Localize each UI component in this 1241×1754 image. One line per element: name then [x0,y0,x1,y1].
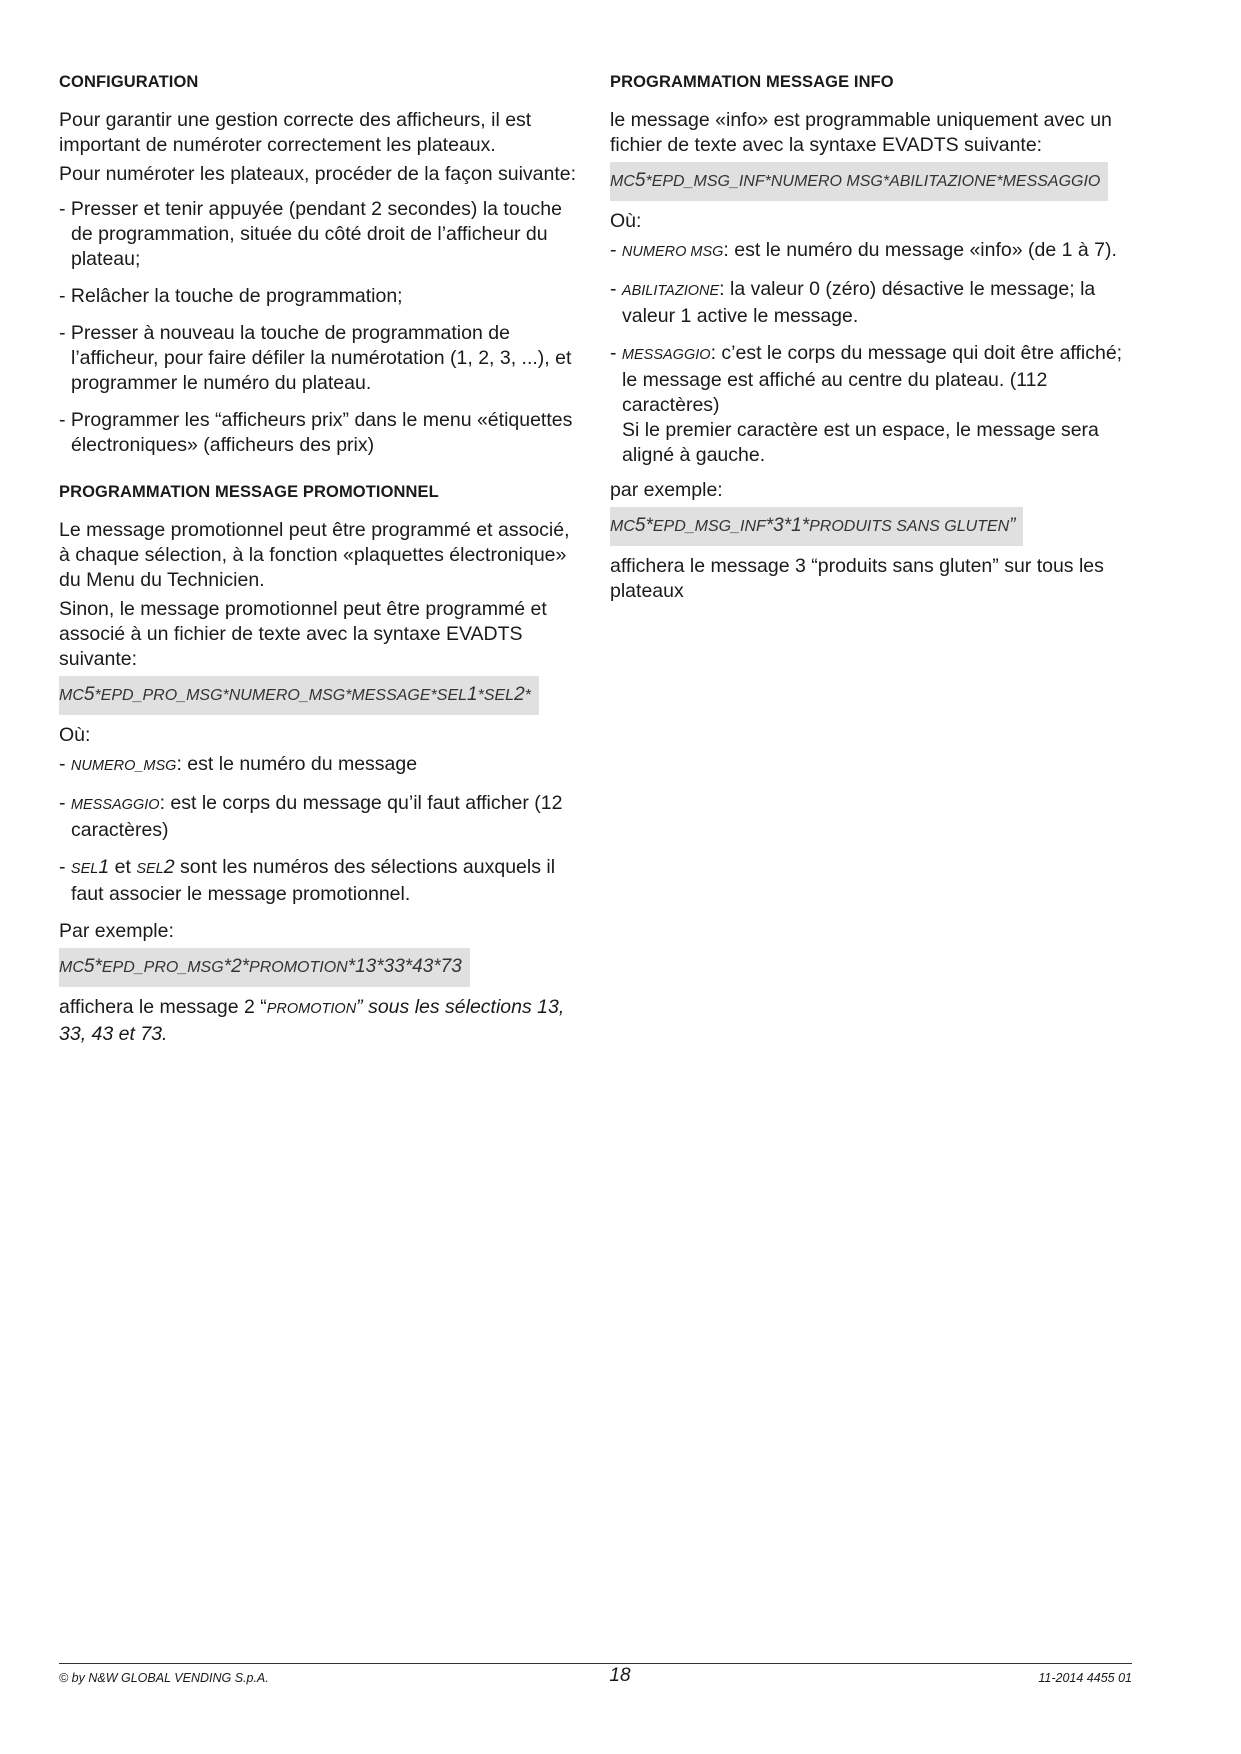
configuration-intro-2: Pour numéroter les plateaux, procéder de la façon suivante: [59,163,577,185]
list-item: - MESSAGGIO: est le corps du message qu’il faut afficher (12 caractères) [59,792,563,841]
page-number: 18 [609,1665,631,1686]
list-item: - Relâcher la touche de programmation; [59,285,403,307]
info-paragraph-1: le message «info» est programmable uniquement avec un fichier de texte avec la syntaxe EVADTS suivante: [610,109,1112,156]
list-item: - Programmer les “afficheurs prix” dans le menu «étiquettes électroniques» (afficheurs des prix) [59,409,573,456]
promo-definitions [59,752,584,907]
list-item: - NUMERO MSG: est le numéro du message «info» (de 1 à 7). [610,239,1117,261]
info-definitions [610,238,1140,468]
promo-paragraph-2: Sinon, le message promotionnel peut être programmé et associé à un fichier de texte avec la syntaxe EVADTS suivante: [59,598,547,670]
info-heading: PROGRAMMATION MESSAGE INFO [610,73,894,91]
footer-copyright: © by N&W GLOBAL VENDING S.p.A. [59,1671,269,1685]
footer-divider [59,1663,1132,1664]
promo-example-code: MC5*EPD_PRO_MSG*2*PROMOTION*13*33*43*73 [59,948,470,987]
info-result: affichera le message 3 “produits sans gluten” sur tous les plateaux [610,555,1104,602]
promo-example-label: Par exemple: [59,920,174,942]
list-item: - NUMERO_MSG: est le numéro du message [59,753,418,775]
left-column [59,72,584,1057]
right-column [610,72,1140,614]
list-item: - MESSAGGIO: c’est le corps du message qui doit être affiché; le message est affiché au centre du plateau. (112 caractères) Si le premier caractère est un espace, le message sera aligné à gauche. [610,342,1123,466]
configuration-heading: CONFIGURATION [59,73,199,91]
info-example-label: par exemple: [610,479,723,501]
info-def-3-extra: Si le premier caractère est un espace, le message sera aligné à gauche. [622,419,1099,466]
info-ou-label: Où: [610,210,642,232]
list-item: - Presser à nouveau la touche de programmation de l’afficheur, pour faire défiler la numérotation (1, 2, 3, ...), et programmer le numéro du plateau. [59,322,572,394]
promo-heading: PROGRAMMATION MESSAGE PROMOTIONNEL [59,483,439,501]
promo-ou-label: Où: [59,724,91,746]
list-item: - Presser et tenir appuyée (pendant 2 secondes) la touche de programmation, située du côté droit de l’afficheur du plateau; [59,198,562,270]
promo-syntax-code: MC5*EPD_PRO_MSG*NUMERO_MSG*MESSAGE*SEL1*SEL2* [59,676,539,715]
configuration-steps [59,197,584,458]
list-item: - ABILITAZIONE: la valeur 0 (zéro) désactive le message; la valeur 1 active le message. [610,278,1096,327]
list-item: - SEL1 et SEL2 sont les numéros des sélections auxquels il faut associer le message promotionnel. [59,856,556,905]
configuration-intro: Pour garantir une gestion correcte des afficheurs, il est important de numéroter correctement les plateaux. [59,109,532,156]
promo-result: affichera le message 2 “PROMOTION” sous les sélections 13, 33, 43 et 73. [59,996,565,1045]
info-example-code: MC5*EPD_MSG_INF*3*1*PRODUITS SANS GLUTEN” [610,507,1023,546]
footer-doc-code: 11-2014 4455 01 [1038,1671,1132,1685]
info-syntax-code: MC5*EPD_MSG_INF*NUMERO MSG*ABILITAZIONE*MESSAGGIO [610,162,1108,201]
promo-paragraph-1: Le message promotionnel peut être programmé et associé, à chaque sélection, à la fonction «plaquettes électronique» du Menu du Technicien. [59,519,570,591]
